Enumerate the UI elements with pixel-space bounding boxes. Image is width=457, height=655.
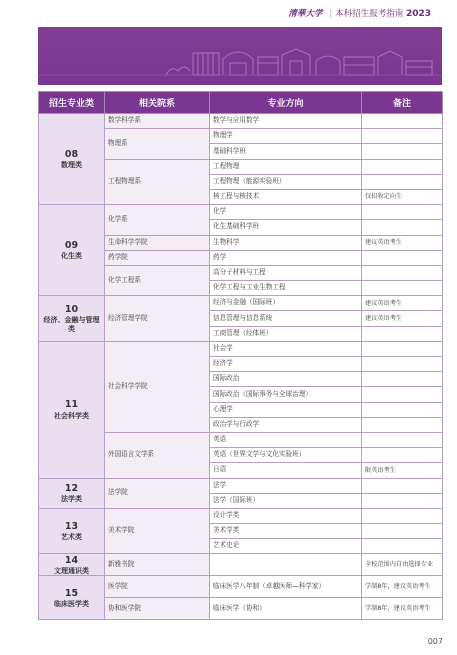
major-cell: 经济学 — [210, 357, 362, 372]
note-cell — [362, 402, 443, 417]
major-cell: 心理学 — [210, 402, 362, 417]
major-cell: 化生基础科学班 — [210, 220, 362, 235]
major-cell — [210, 554, 362, 576]
note-cell — [362, 159, 443, 174]
note-cell — [362, 478, 443, 493]
note-cell: 仅招收定向生 — [362, 189, 443, 204]
department-cell: 美术学院 — [105, 508, 210, 554]
major-cell: 工商管理（经体班） — [210, 326, 362, 341]
category-cell: 11 社会科学类 — [39, 341, 105, 478]
campus-banner — [38, 27, 442, 85]
major-cell: 信息管理与信息系统 — [210, 311, 362, 326]
department-cell: 医学院 — [105, 576, 210, 598]
table-row — [39, 576, 443, 598]
major-cell: 设计学类 — [210, 508, 362, 523]
note-cell — [362, 372, 443, 387]
note-cell — [362, 524, 443, 539]
col-header-category: 招生专业类 — [39, 92, 105, 114]
major-cell: 工程物理 — [210, 159, 362, 174]
category-cell: 13 艺术类 — [39, 508, 105, 554]
department-cell: 社会科学学院 — [105, 341, 210, 432]
department-cell: 经济管理学院 — [105, 296, 210, 342]
major-cell: 经济与金融（国际班） — [210, 296, 362, 311]
category-cell: 12 法学类 — [39, 478, 105, 508]
note-cell — [362, 250, 443, 265]
header-title: 清華大学 | 本科招生报考指南 2023 — [288, 9, 431, 19]
department-cell: 新雅书院 — [105, 554, 210, 576]
major-cell: 物理学 — [210, 129, 362, 144]
major-cell: 法学（国际班） — [210, 493, 362, 508]
guide-year: 2023 — [405, 9, 431, 19]
major-cell: 艺术史论 — [210, 539, 362, 554]
table-header-row — [39, 92, 443, 114]
department-cell: 法学院 — [105, 478, 210, 508]
major-cell: 社会学 — [210, 341, 362, 356]
department-cell: 工程物理系 — [105, 159, 210, 205]
page-number: 007 — [427, 637, 443, 646]
note-cell — [362, 493, 443, 508]
campus-skyline-illustration — [38, 27, 442, 85]
guide-title: 本科招生报考指南 — [335, 9, 404, 19]
note-cell: 建议英语考生 — [362, 296, 443, 311]
university-logo: 清華大学 — [288, 9, 323, 19]
category-cell: 15 临床医学类 — [39, 576, 105, 620]
category-cell: 09 化生类 — [39, 205, 105, 296]
note-cell — [362, 448, 443, 463]
note-cell — [362, 357, 443, 372]
major-cell: 高分子材料与工程 — [210, 265, 362, 280]
table-row — [39, 341, 443, 356]
note-cell — [362, 326, 443, 341]
major-cell: 国际政治 — [210, 372, 362, 387]
note-cell — [362, 144, 443, 159]
department-cell: 物理系 — [105, 129, 210, 159]
note-cell: 建议英语考生 — [362, 235, 443, 250]
major-cell: 国际政治（国际事务与全球治理） — [210, 387, 362, 402]
note-cell — [362, 205, 443, 220]
note-cell — [362, 129, 443, 144]
department-cell: 协和医学院 — [105, 598, 210, 620]
category-cell: 10 经济、金融与管理类 — [39, 296, 105, 342]
note-cell — [362, 508, 443, 523]
major-cell: 化学工程与工业生物工程 — [210, 281, 362, 296]
major-cell: 临床医学八年制（卓越医师—科学家） — [210, 576, 362, 598]
major-cell: 基础科学班 — [210, 144, 362, 159]
major-cell: 生物科学 — [210, 235, 362, 250]
major-cell: 核工程与核技术 — [210, 189, 362, 204]
major-cell: 药学 — [210, 250, 362, 265]
table-row — [39, 508, 443, 523]
department-cell: 药学院 — [105, 250, 210, 265]
col-header-note: 备注 — [362, 92, 443, 114]
table-row — [39, 478, 443, 493]
major-table — [38, 91, 443, 620]
note-cell — [362, 220, 443, 235]
department-cell: 数学科学系 — [105, 114, 210, 129]
note-cell: 全校范围内自由选择专业 — [362, 554, 443, 576]
col-header-major: 专业方向 — [210, 92, 362, 114]
note-cell — [362, 114, 443, 129]
note-cell: 建议英语考生 — [362, 311, 443, 326]
category-cell: 08 数理类 — [39, 114, 105, 205]
note-cell — [362, 341, 443, 356]
major-cell: 政治学与行政学 — [210, 417, 362, 432]
department-cell: 生命科学学院 — [105, 235, 210, 250]
department-cell: 化学工程系 — [105, 265, 210, 295]
note-cell — [362, 174, 443, 189]
major-cell: 数学与应用数学 — [210, 114, 362, 129]
major-cell: 英语（世界文学与文化实验班） — [210, 448, 362, 463]
table-row — [39, 205, 443, 220]
category-cell: 14 文理通识类 — [39, 554, 105, 576]
department-cell: 化学系 — [105, 205, 210, 235]
col-header-department: 相关院系 — [105, 92, 210, 114]
major-cell: 工程物理（能源实验班） — [210, 174, 362, 189]
major-cell: 临床医学（协和） — [210, 598, 362, 620]
major-cell: 化学 — [210, 205, 362, 220]
note-cell — [362, 265, 443, 280]
table-row — [39, 296, 443, 311]
department-cell: 外国语言文学系 — [105, 432, 210, 478]
note-cell: 学制8年，建议英语考生 — [362, 576, 443, 598]
note-cell — [362, 539, 443, 554]
note-cell — [362, 387, 443, 402]
note-cell: 学制8年，建议英语考生 — [362, 598, 443, 620]
note-cell — [362, 417, 443, 432]
major-cell: 英语 — [210, 432, 362, 447]
note-cell — [362, 281, 443, 296]
major-cell: 美术学类 — [210, 524, 362, 539]
table-row — [39, 114, 443, 129]
note-cell: 限英语考生 — [362, 463, 443, 478]
major-cell: 法学 — [210, 478, 362, 493]
page-header — [0, 0, 457, 26]
major-cell: 日语 — [210, 463, 362, 478]
table-row — [39, 554, 443, 576]
note-cell — [362, 432, 443, 447]
